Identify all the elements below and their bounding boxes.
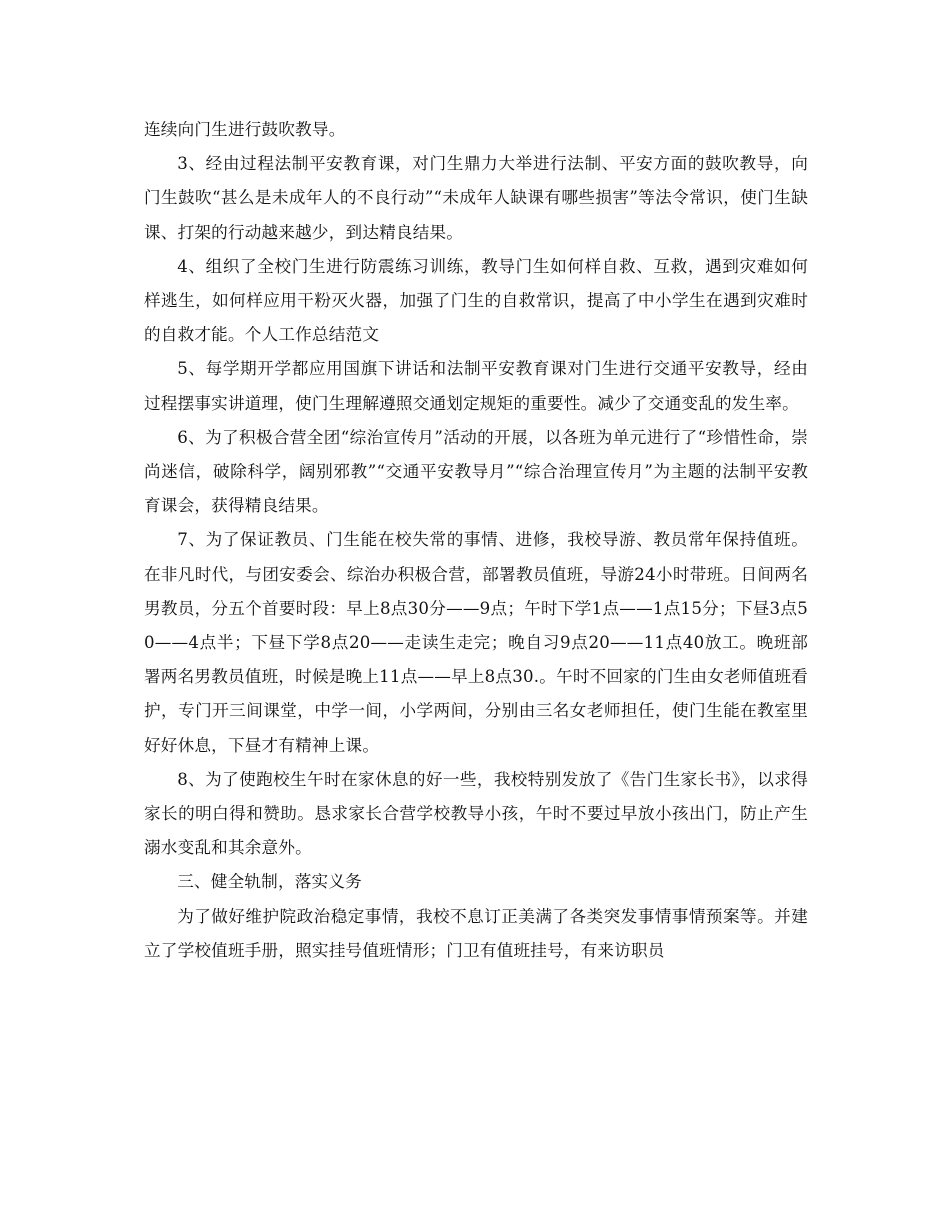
paragraph-1: 连续向门生进行鼓吹教导。: [144, 120, 346, 139]
paragraph-5: 6、为了积极合营全团“综治宣传月”活动的开展，以各班为单元进行了“珍惜性命，崇尚迷信，破除科学，阔别邪教”“交通平安教导月”“综合治理宣传月”为主题的法制平安教育课会，获得精良结果。: [144, 427, 808, 516]
paragraph-2: 3、经由过程法制平安教育课，对门生鼎力大举进行法制、平安方面的鼓吹教导，向门生鼓吹“甚么是未成年人的不良行动”“未成年人缺课有哪些损害”等法令常识，使门生缺课、打架的行动越来越少，到达精良结果。: [144, 154, 808, 242]
paragraph-7: 8、为了使跑校生午时在家休息的好一些，我校特别发放了《告门生家长书》，以求得家长的明白得和赞助。恳求家长合营学校教导小孩，午时不要过早放小孩出门，防止产生溺水变乱和其余意外。: [144, 769, 808, 858]
paragraph-6: 7、为了保证教员、门生能在校失常的事情、进修，我校导游、教员常年保持值班。在非凡时代，与团安委会、综治办积极合营，部署教员值班，导游24小时带班。日间两名男教员，分五个首要时段：早上8点30分——9点；午时下学1点——1点15分；下昼3点50——4点半；下昼下学8点20——走读生走完；晚自习9点20——11点40放工。晚班部署两名男教员值班，时候是晚上11点——早上8点30.。午时不回家的门生由女老师值班看护，专门开三间课堂，中学一间，小学两间，分别由三名女老师担任，使门生能在教室里好好休息，下昼才有精神上课。: [144, 530, 808, 755]
paragraph-8: 为了做好维护院政治稳定事情，我校不息订正美满了各类突发事情事情预案等。并建立了学校值班手册，照实挂号值班情形；门卫有值班挂号，有来访职员: [144, 906, 808, 960]
paragraph-3: 4、组织了全校门生进行防震练习训练，教导门生如何样自救、互救，遇到灾难如何样逃生，如何样应用干粉灭火器，加强了门生的自救常识，提高了中小学生在遇到灾难时的自救才能。个人工作总结范文: [144, 256, 808, 345]
paragraph-4: 5、每学期开学都应用国旗下讲话和法制平安教育课对门生进行交通平安教导，经由过程摆事实讲道理，使门生理解遵照交通划定规矩的重要性。减少了交通变乱的发生率。: [144, 359, 808, 413]
section-heading: 三、健全轨制，落实义务: [177, 872, 362, 892]
